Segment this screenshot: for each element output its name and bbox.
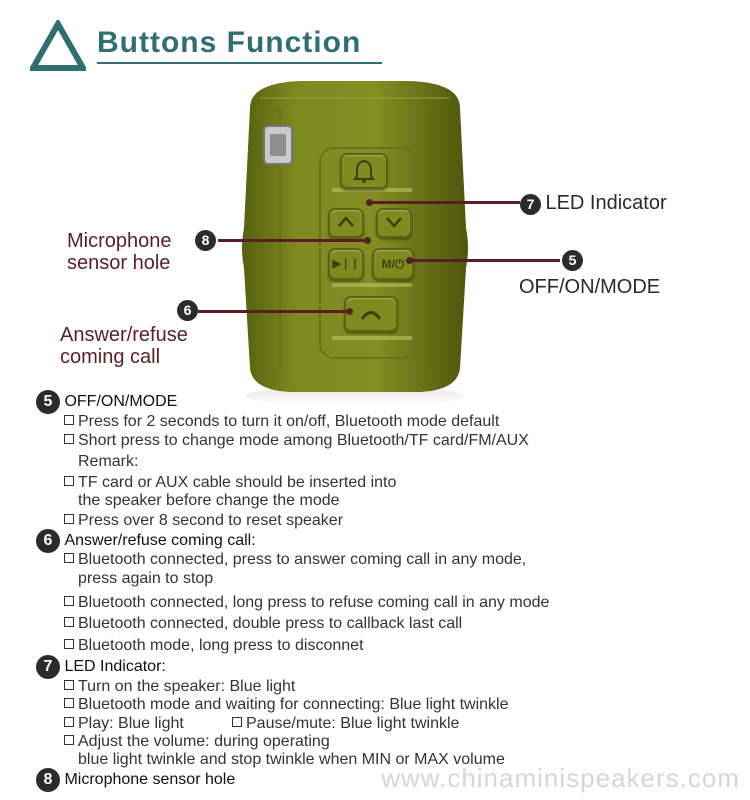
led-callout-line xyxy=(370,201,520,204)
section-6-title: Answer/refuse coming call: xyxy=(64,532,256,549)
answer-callout-line2: coming call xyxy=(60,346,161,368)
led-callout-label: LED Indicator xyxy=(545,192,667,214)
mic-callout-line2: sensor hole xyxy=(67,252,171,274)
power-callout-dot xyxy=(406,257,413,264)
mic-callout-line1: Microphone xyxy=(67,230,172,252)
list-item: Play: Blue light xyxy=(64,715,184,733)
volume-down-button[interactable] xyxy=(376,208,412,238)
bullet-square-icon xyxy=(64,698,74,708)
section-7-badge: 7 xyxy=(36,655,60,679)
section-5-header xyxy=(36,390,177,414)
volume-up-button[interactable] xyxy=(328,208,364,238)
bullet-square-icon xyxy=(64,476,74,486)
list-item-continuation: press again to stop xyxy=(78,570,214,587)
bullet-square-icon xyxy=(64,553,74,563)
list-item: Bluetooth mode and waiting for connecting: Blue light twinkle xyxy=(64,696,508,714)
bell-icon xyxy=(353,158,375,184)
power-callout-label: OFF/ON/MODE xyxy=(519,276,661,298)
section-6-header xyxy=(36,529,256,553)
list-item-continuation: blue light twinkle and stop twinkle when MIN or MAX volume xyxy=(78,751,505,768)
list-item: Press for 2 seconds to turn it on/off, Bluetooth mode default xyxy=(64,413,499,431)
remark-label: Remark: xyxy=(78,453,139,470)
badge-6: 6 xyxy=(177,300,198,321)
led-callout-dot xyxy=(366,199,373,206)
chevron-down-icon xyxy=(385,215,403,229)
title-underline xyxy=(97,62,382,64)
list-item: Adjust the volume: during operating xyxy=(64,733,330,751)
chevron-up-icon xyxy=(337,215,355,229)
bell-button[interactable] xyxy=(340,153,388,189)
section-5-badge: 5 xyxy=(36,390,60,414)
badge-7: 7 xyxy=(520,194,541,215)
answer-callout-line1: Answer/refuse xyxy=(60,324,188,346)
mode-power-button[interactable]: M/⏻ xyxy=(372,248,414,280)
list-item: Bluetooth mode, long press to disconnet xyxy=(64,637,364,655)
bullet-square-icon xyxy=(64,514,74,524)
section-8-header xyxy=(36,768,235,792)
triangle-logo-icon xyxy=(30,20,86,72)
list-item-continuation: the speaker before change the mode xyxy=(78,492,340,509)
bullet-square-icon xyxy=(64,639,74,649)
badge-8: 8 xyxy=(195,230,216,251)
section-6-badge: 6 xyxy=(36,529,60,553)
section-8-title: Microphone sensor hole xyxy=(64,771,236,788)
play-pause-button[interactable]: ▶❘❘ xyxy=(328,248,364,280)
list-item: TF card or AUX cable should be inserted into xyxy=(64,474,396,492)
bullet-square-icon xyxy=(64,735,74,745)
mic-callout-line xyxy=(218,239,366,242)
badge-5: 5 xyxy=(562,250,583,271)
watermark: www.chinaminispeakers.com xyxy=(381,763,740,793)
list-item: Bluetooth connected, double press to callback last call xyxy=(64,615,462,633)
speaker-device-image xyxy=(220,78,490,408)
section-7-header xyxy=(36,655,166,679)
bullet-square-icon xyxy=(64,596,74,606)
phone-icon xyxy=(359,306,383,322)
answer-call-button[interactable] xyxy=(344,296,398,332)
mic-callout-dot xyxy=(364,237,371,244)
led-callout xyxy=(520,192,667,215)
list-item: Short press to change mode among Bluetooth/TF card/FM/AUX xyxy=(64,432,529,450)
answer-callout-dot xyxy=(346,308,353,315)
answer-callout-line xyxy=(198,310,350,313)
bullet-square-icon xyxy=(64,680,74,690)
list-item: Bluetooth connected, press to answer coming call in any mode, xyxy=(64,551,526,569)
list-item: Bluetooth connected, long press to refuse coming call in any mode xyxy=(64,594,549,612)
section-7-title: LED Indicator: xyxy=(64,658,166,675)
bullet-square-icon xyxy=(64,434,74,444)
section-5-title: OFF/ON/MODE xyxy=(64,393,178,410)
section-8-badge: 8 xyxy=(36,768,60,792)
list-item: Pause/mute: Blue light twinkle xyxy=(232,715,459,733)
bullet-square-icon xyxy=(64,717,74,727)
bullet-square-icon xyxy=(64,415,74,425)
page-title: Buttons Function xyxy=(97,26,362,59)
power-callout-line xyxy=(410,259,560,262)
bullet-square-icon xyxy=(64,617,74,627)
list-item: Press over 8 second to reset speaker xyxy=(64,512,343,530)
list-item: Turn on the speaker: Blue light xyxy=(64,678,295,696)
bullet-square-icon xyxy=(232,717,242,727)
